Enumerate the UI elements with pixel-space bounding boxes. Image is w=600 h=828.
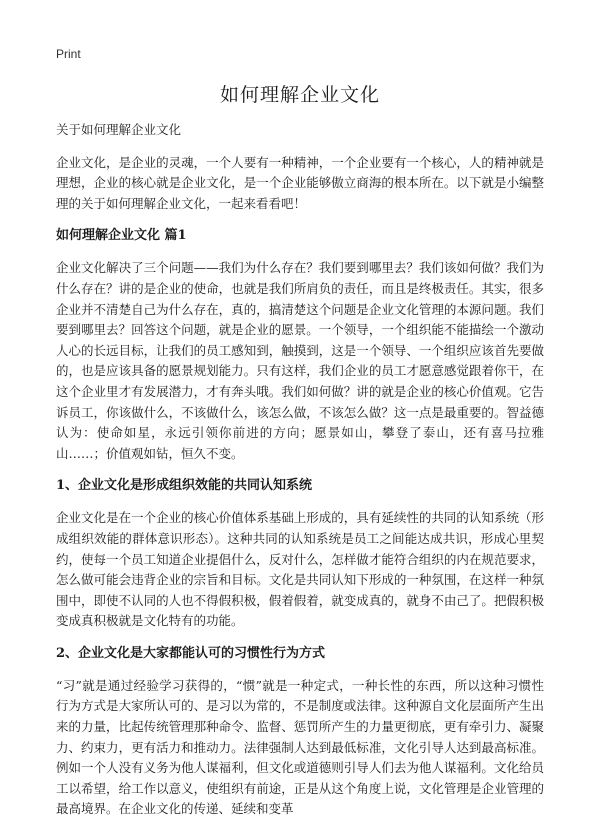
- section-heading-2: 1、企业文化是形成组织效能的共同认知系统: [56, 478, 313, 494]
- section-heading-1: 如何理解企业文化 篇1: [56, 228, 187, 244]
- print-link[interactable]: Print: [56, 47, 81, 61]
- intro-paragraph: 企业文化，是企业的灵魂，一个人要有一种精神，一个企业要有一个核心，人的精神就是理想，企业的核心就是企业文化，是一个企业能够傲立商海的根本所在。以下就是小编整理的关于如何理解企业文化，一起来看看吧！: [56, 154, 544, 211]
- page-title: 如何理解企业文化: [219, 84, 380, 106]
- section-paragraph-1: 企业文化解决了三个问题——我们为什么存在？我们要到哪里去？我们该如何做？我们为什么存在？讲的是企业的使命，也就是我们所肩负的责任，而且是终极责任。其实，很多企业并不清楚自己为什么存在，真的，搞清楚这个问题是企业文化管理的本源问题。我们要到哪里去？回答这个问题，就是企业的愿景。一个领导，一个组织能不能描绘一个激动人心的长远目标，让我们的员工感知到，触摸到，这是一个领导、一个组织应该首先要做的，也是应该具备的愿景规划能力。只有这样，我们企业的员工才愿意感觉跟着你干，在这个企业里才有发展潜力，才有奔头哦。我们如何做？讲的就是企业的核心价值观。它告诉员工，你该做什么，不该做什么，该怎么做，不该怎么做？这一点是最重要的。智益德认为：使命如星，永远引领你前进的方向；愿景如山，攀登了泰山，还有喜马拉雅山……；价值观如钻，恒久不变。: [56, 260, 544, 461]
- article-body: [56, 120, 544, 820]
- section-paragraph-3: “习”就是通过经验学习获得的，“惯”就是一种定式，一种长性的东西，所以这种习惯性行为方式是大家所认可的、是习以为常的，不是制度或法律。这种源自文化层面所产生出来的力量，比起传统管理那种命令、监督、惩罚所产生的力量更彻底，更有牵引力、凝聚力、约束力，更有活力和推动力。法律强制人达到最低标准，文化引导人达到最高标准。例如一个人没有义务为他人谋福利，但文化或道德则引导人们去为他人谋福利。文化给员工以希望，给工作以意义，使组织有前途，正是从这个角度上说，文化管理是企业管理的最高境界。在企业文化的传递、延续和变革: [56, 677, 544, 817]
- section-heading-3: 2、企业文化是大家都能认可的习惯性行为方式: [56, 645, 326, 661]
- lead-line: 关于如何理解企业文化: [56, 122, 182, 137]
- section-paragraph-2: 企业文化是在一个企业的核心价值体系基础上形成的，具有延续性的共同的认知系统（形成组织效能的群体意识形态）。这种共同的认知系统是员工之间能达成共识，形成心里契约，使每一个员工知道企业提倡什么，反对什么，怎样做才能符合组织的内在规范要求，怎么做可能会违背企业的宗旨和目标。文化是共同认知下形成的一种氛围，在这样一种氛围中，即使不认同的人也不得假积极，假着假着，就变成真的，就身不由己了。把假积极变成真积极就是文化特有的功能。: [56, 510, 544, 629]
